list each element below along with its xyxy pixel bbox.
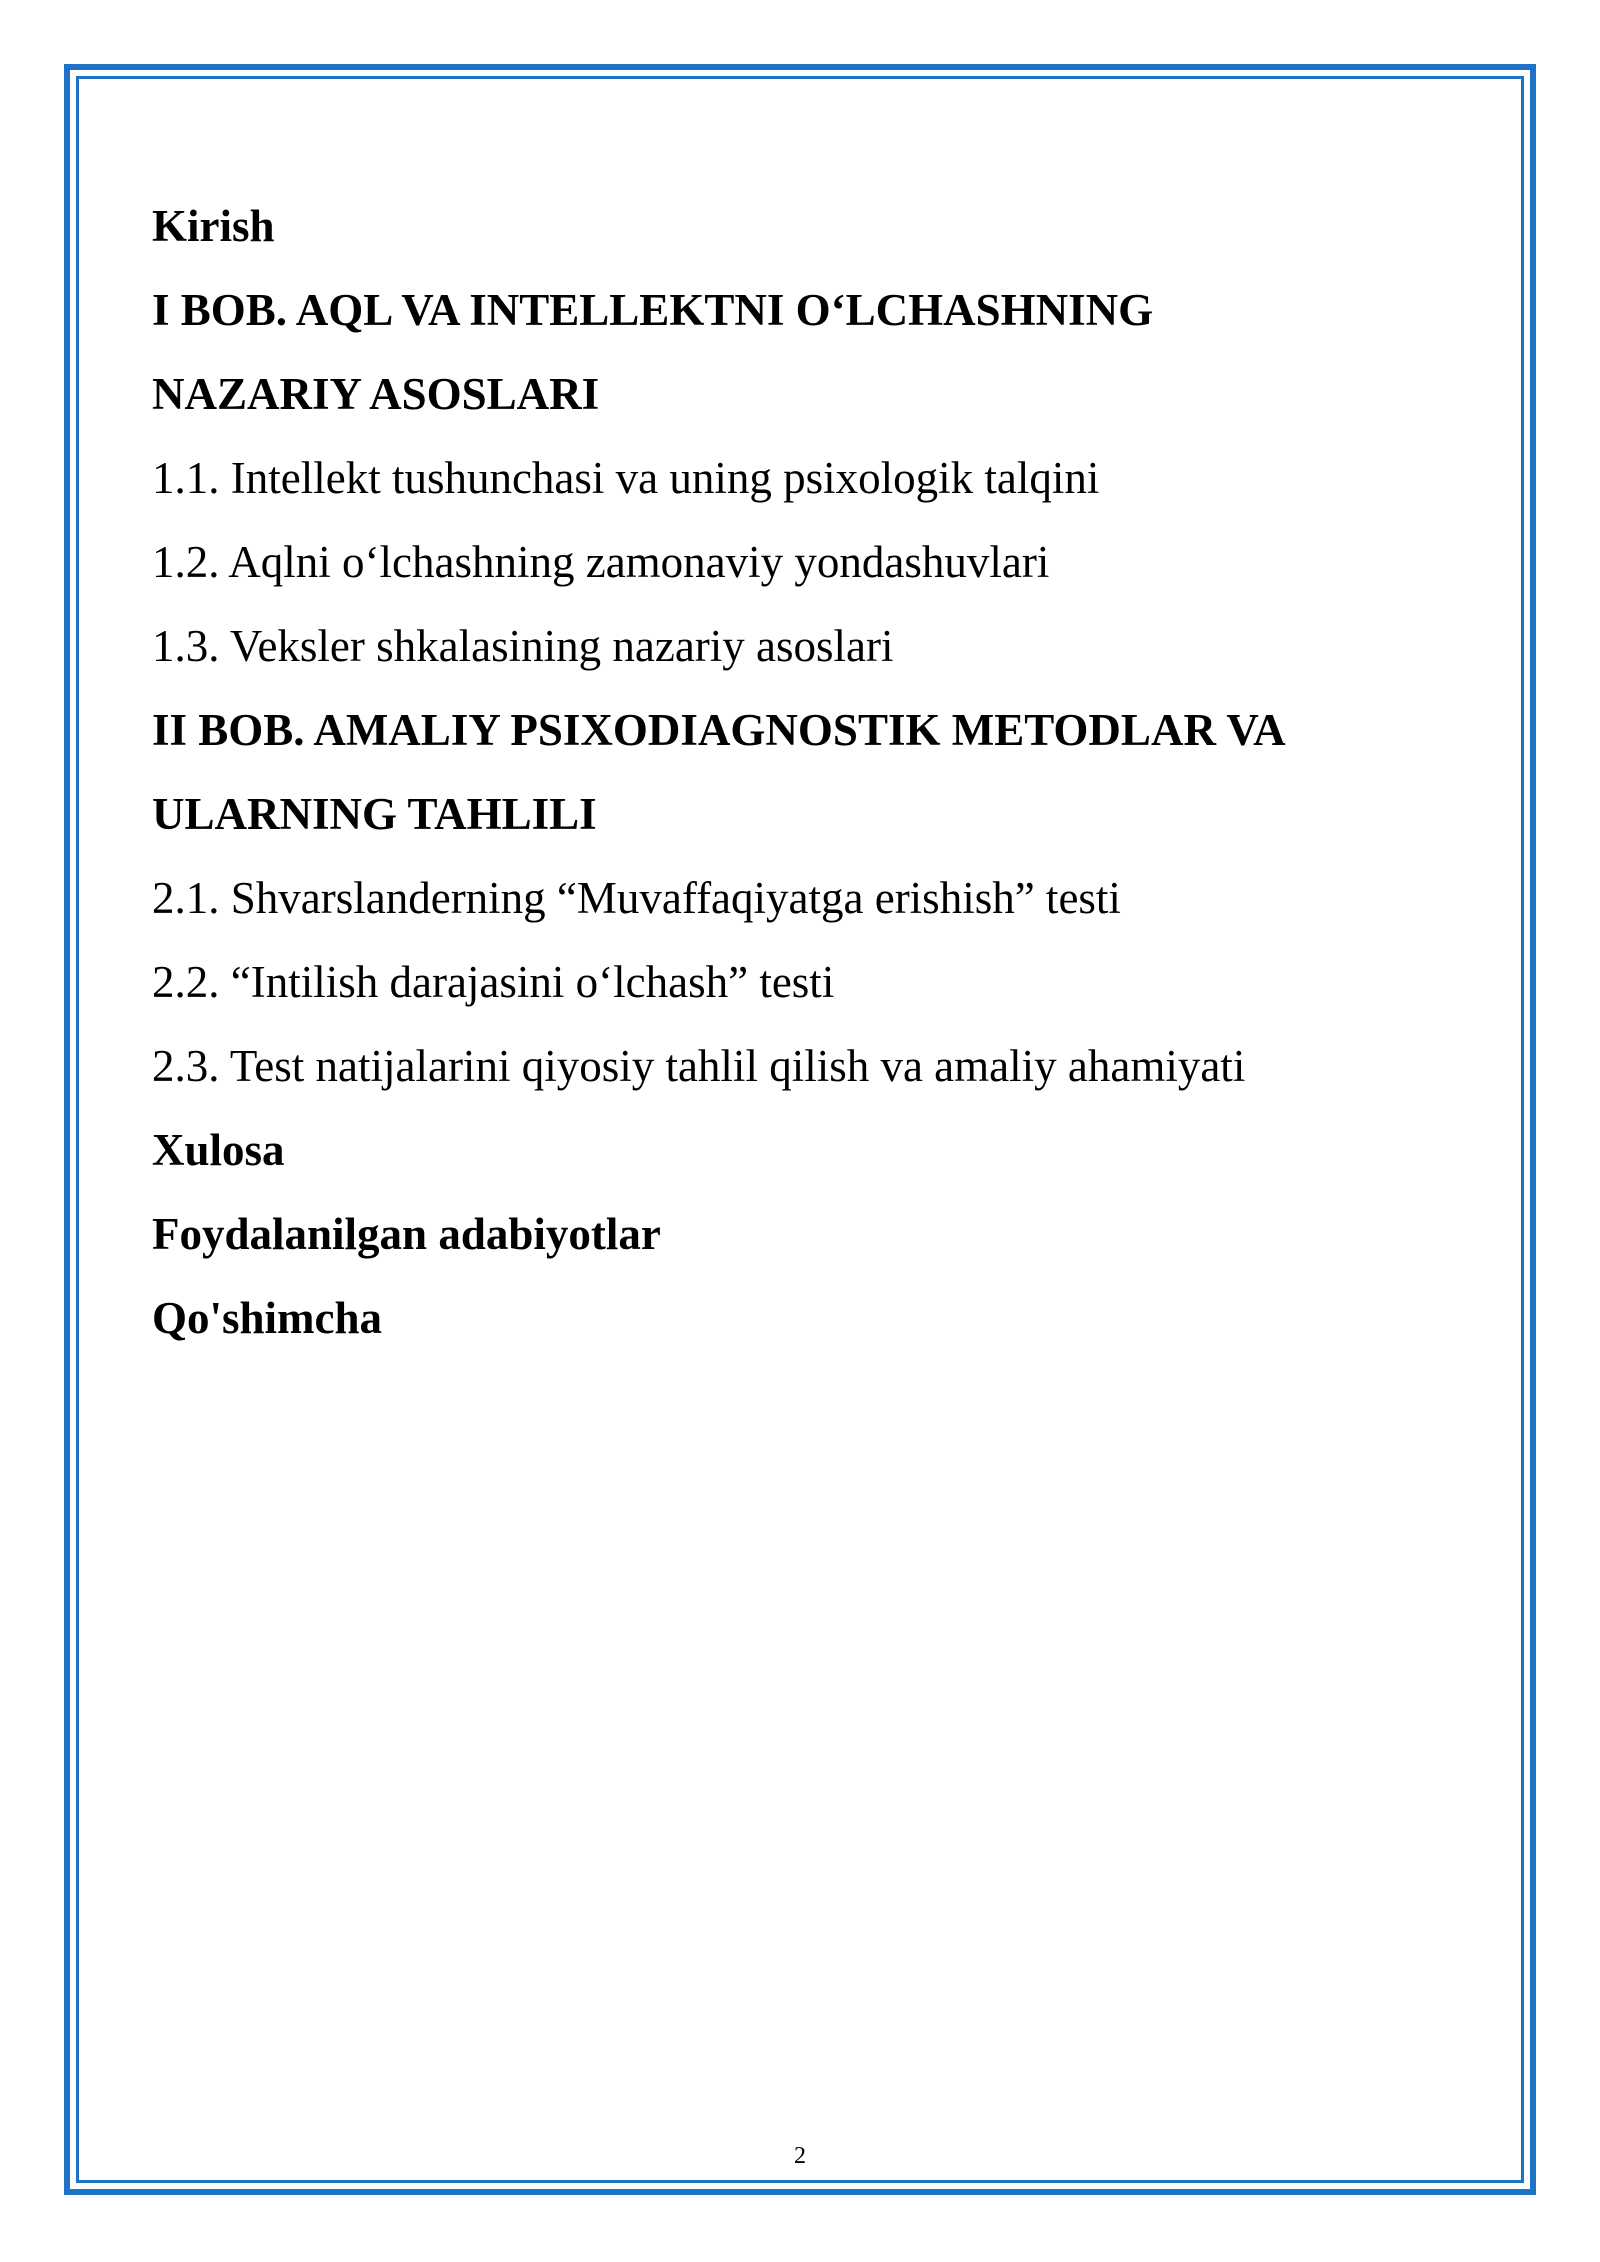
toc-section-1-1: 1.1. Intellekt tushunchasi va uning psixologik talqini: [152, 453, 1100, 503]
toc-introduction: Kirish: [152, 201, 275, 251]
toc-section-1-3: 1.3. Veksler shkalasining nazariy asoslari: [152, 621, 894, 671]
page-number: 2: [794, 2143, 806, 2169]
table-of-contents: [152, 184, 1432, 1360]
toc-chapter1-title-line1: I BOB. AQL VA INTELLEKTNI O‘LCHASHNING: [152, 285, 1154, 335]
toc-chapter2-title-line2: ULARNING TAHLILI: [152, 789, 597, 839]
toc-appendix: Qo'shimcha: [152, 1293, 383, 1343]
toc-references: Foydalanilgan adabiyotlar: [152, 1209, 661, 1259]
toc-section-1-2: 1.2. Aqlni o‘lchashning zamonaviy yondashuvlari: [152, 537, 1050, 587]
toc-section-2-3: 2.3. Test natijalarini qiyosiy tahlil qilish va amaliy ahamiyati: [152, 1041, 1246, 1091]
toc-section-2-2: 2.2. “Intilish darajasini o‘lchash” testi: [152, 957, 835, 1007]
toc-chapter2-title-line1: II BOB. AMALIY PSIXODIAGNOSTIK METODLAR VA: [152, 705, 1286, 755]
toc-section-2-1: 2.1. Shvarslanderning “Muvaffaqiyatga erishish” testi: [152, 873, 1121, 923]
toc-conclusion: Xulosa: [152, 1125, 285, 1175]
toc-chapter1-title-line2: NAZARIY ASOSLARI: [152, 369, 600, 419]
